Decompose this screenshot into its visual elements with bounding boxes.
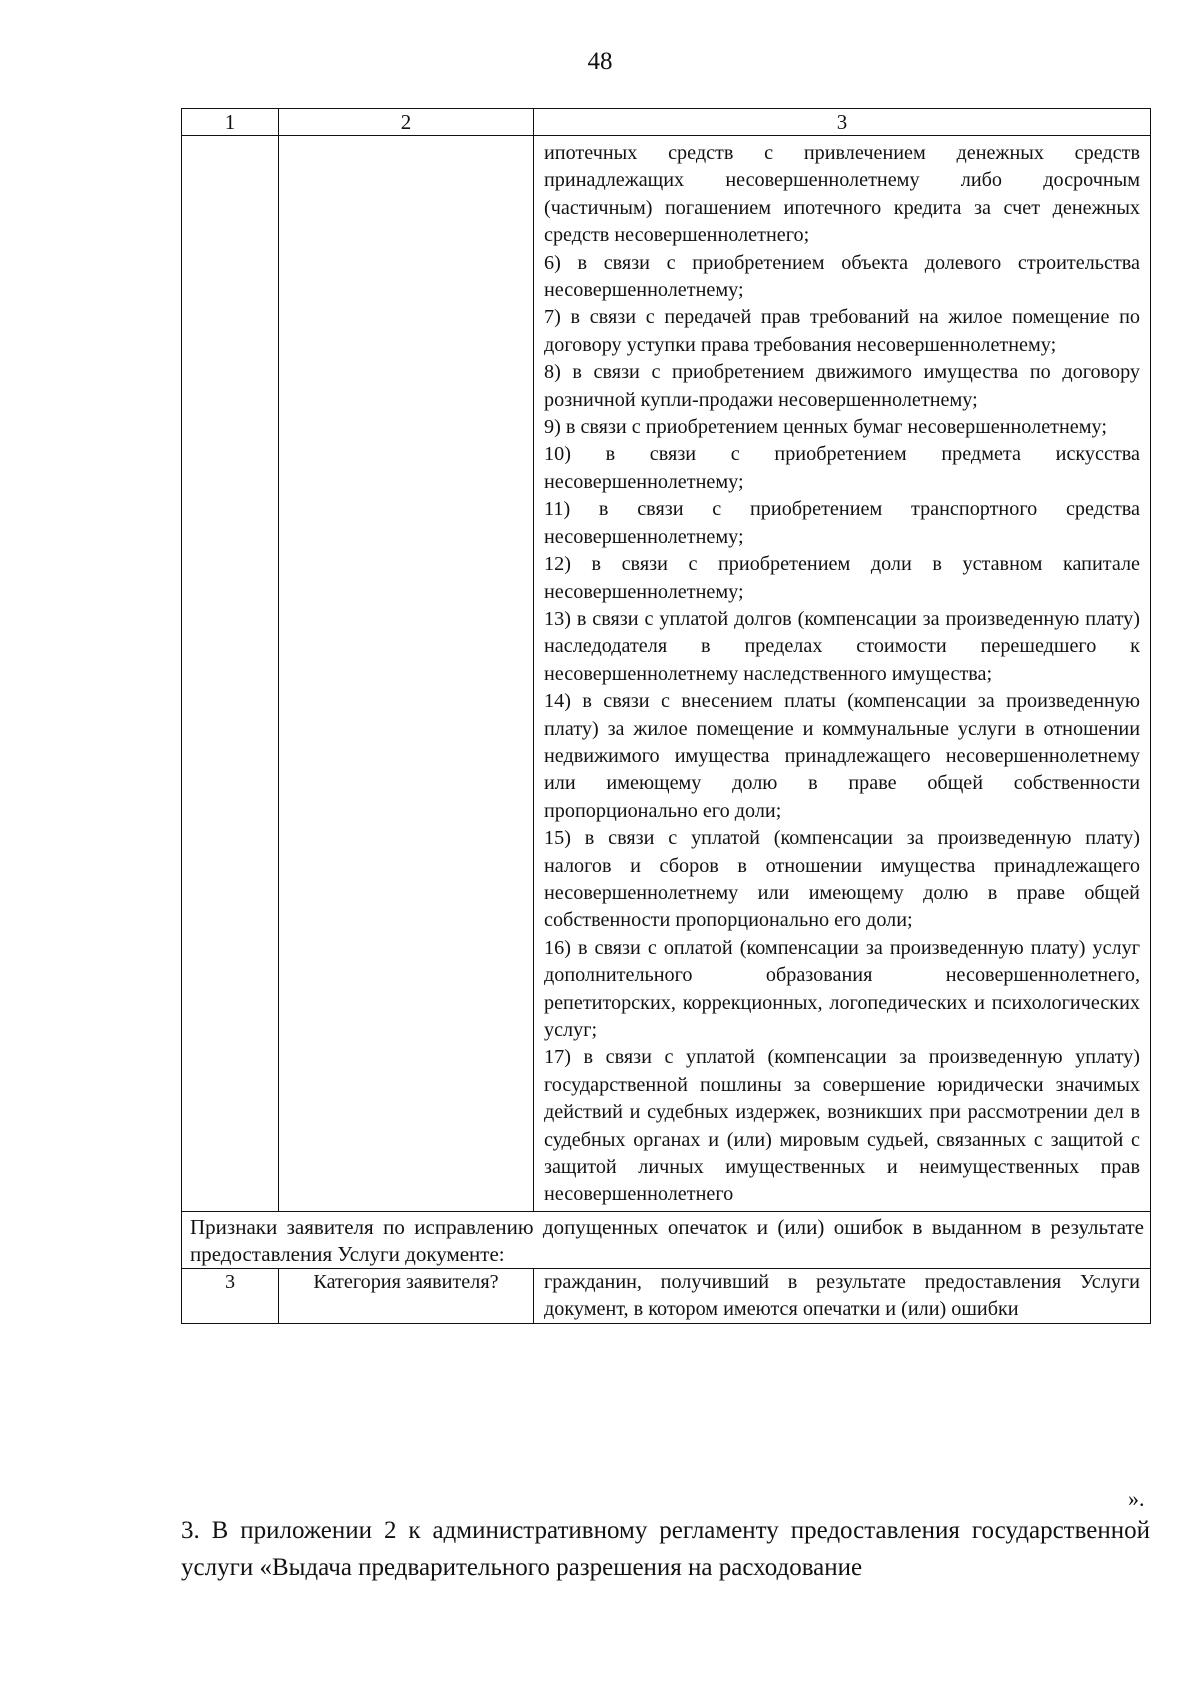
category-value: гражданин, получивший в результате предоставления Услуги документ, в котором имеются опечатки и (или) ошибки [534,1268,1151,1323]
empty-cell-1 [182,136,279,1212]
list-item: 17) в связи с уплатой (компенсации за произведенную уплату) государственной пошлины за совершение юридически значимых действий и судебных издержек, возникших при рассмотрении дел в судебных органах и (или) мировым судьей, связанных с защитой с защитой личных имущественных и неимущественных прав несовершеннолетнего [544,1046,1140,1206]
category-number: 3 [182,1268,279,1323]
list-item: 15) в связи с уплатой (компенсации за произведенную плату) налогов и сборов в отношении имущества принадлежащего несовершеннолетнему или имеющему долю в праве общей собственности пропорционально его доли; [544,827,1140,932]
list-item: ипотечных средств с привлечением денежных средств принадлежащих несовершеннолетнему либо досрочным (частичным) погашением ипотечного кредита за счет денежных средств несовершеннолетнего; [544,142,1140,247]
list-item: 8) в связи с приобретением движимого имущества по договору розничной купли-продажи несовершеннолетнему; [544,361,1140,411]
column-header-3: 3 [534,109,1151,136]
list-item: 6) в связи с приобретением объекта долевого строительства несовершеннолетнему; [544,251,1140,302]
list-item: 7) в связи с передачей прав требований на жилое помещение по договору уступки права требования несовершеннолетнему; [544,306,1140,356]
list-item: 16) в связи с оплатой (компенсации за произведенную плату) услуг дополнительного образования несовершеннолетнего, репетиторских, коррекционных, логопедических и психологических услуг; [544,936,1140,1041]
list-item: 13) в связи с уплатой долгов (компенсации за произведенную плату) наследодателя в пределах стоимости перешедшего к несовершеннолетнему наследственного имущества; [544,607,1140,685]
list-item: 10) в связи с приобретением предмета искусства несовершеннолетнему; [544,443,1140,493]
list-item: 12) в связи с приобретением доли в уставном капитале несовершеннолетнему; [544,553,1140,603]
empty-cell-2 [279,136,534,1212]
items-row [182,136,1151,1212]
applicant-criteria-text: Признаки заявителя по исправлению допущенных опечаток и (или) ошибок в выданном в результате предоставления Услуги документе: [182,1211,1151,1268]
regulation-table [181,108,1151,1324]
page-number: 48 [587,48,613,75]
category-row [182,1268,1151,1323]
list-item: 9) в связи с приобретением ценных бумаг несовершеннолетнему; [544,416,1107,439]
column-header-1: 1 [182,109,279,136]
items-cell [534,136,1151,1212]
body-paragraph: 3. В приложении 2 к административному регламенту предоставления государственной услуги «Выдача предварительного разрешения на расходование [181,1517,1150,1581]
list-item: 11) в связи с приобретением транспортного средства несовершеннолетнему; [544,498,1140,548]
table-header-row [182,109,1151,136]
applicant-criteria-row [182,1211,1151,1268]
closing-quote: ». [1128,1486,1145,1511]
list-item: 14) в связи с внесением платы (компенсации за произведенную плату) за жилое помещение и коммунальные услуги в отношении недвижимого имущества принадлежащего несовершеннолетнему или имеющему долю в праве общей собственности пропорционально его доли; [544,690,1140,822]
category-label: Категория заявителя? [279,1268,534,1323]
column-header-2: 2 [279,109,534,136]
